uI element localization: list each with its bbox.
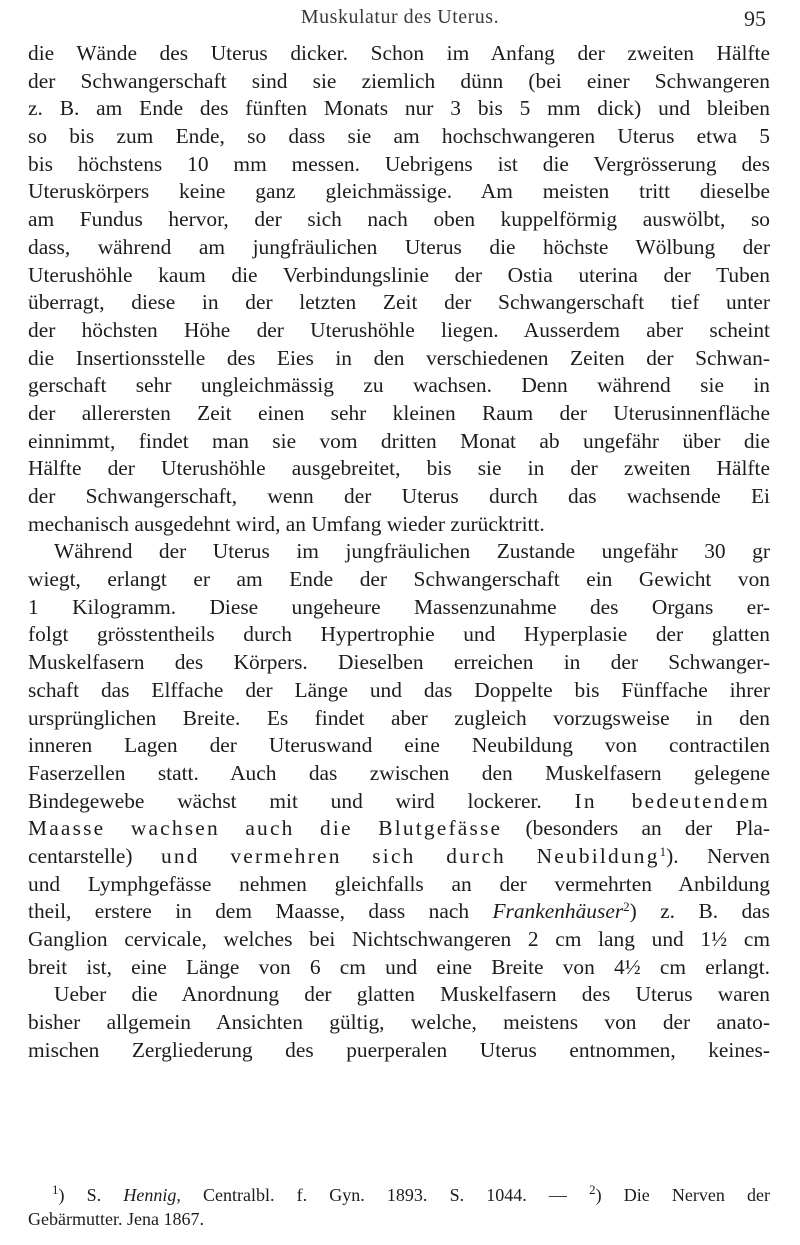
text-line: gerschaft sehr ungleichmässig zu wachsen. Denn während sie in — [28, 373, 770, 398]
text-line: der Schwangerschaft, wenn der Uterus durch das wachsende Ei — [28, 484, 770, 508]
text-line — [28, 788, 770, 816]
text-line: mischen Zergliederung des puerperalen Uterus entnommen, keines- — [28, 1037, 770, 1062]
text-line: so bis zum Ende, so dass sie am hochschwangeren Uterus etwa 5 — [28, 124, 770, 149]
footnote-text: ) Die Nerven der — [595, 1185, 770, 1205]
author-name: Hennig, — [123, 1185, 181, 1205]
text-line: inneren Lagen der Uteruswand eine Neubildung von contractilen — [28, 733, 770, 758]
text-line: die Wände des Uterus dicker. Schon im Anfang der zweiten Hälfte — [28, 41, 770, 65]
text-line: bisher allgemein Ansichten gültig, welche, meistens von der anato- — [28, 1010, 770, 1035]
text-line: und Lymphgefässe nehmen gleichfalls an der vermehrten Anbildung — [28, 871, 770, 896]
text-line: wiegt, erlangt er am Ende der Schwangerschaft ein Gewicht von — [28, 567, 770, 592]
text-line: Uterushöhle kaum die Verbindungslinie der Ostia uterina der Tuben — [28, 262, 770, 287]
text-line: breit ist, eine Länge von 6 cm und eine Breite von 4½ cm erlangt. — [28, 954, 770, 979]
running-title: Muskulatur des Uterus. — [300, 6, 500, 28]
emphasized-text: Maasse wachsen auch die Blutgefässe — [28, 816, 503, 841]
footnote-line: Gebärmutter. Jena 1867. — [28, 1209, 204, 1229]
text-line: die Insertionsstelle des Eies in den verschiedenen Zeiten der Schwan- — [28, 345, 770, 370]
text-line: dass, während am jungfräulichen Uterus die höchste Wölbung der — [28, 234, 770, 259]
text-line: überragt, diese in der letzten Zeit der Schwangerschaft tief unter — [28, 290, 770, 315]
text-line: Faserzellen statt. Auch das zwischen den Muskelfasern gelegene — [28, 760, 770, 785]
footnote-ref[interactable]: 1 — [659, 843, 667, 859]
text-segment: (besonders an der Pla- — [525, 816, 770, 841]
text-segment: Bindegewebe wächst mit und wird lockerer. — [28, 788, 542, 813]
footnote-text: ) S. — [58, 1185, 102, 1205]
text-segment: ) z. B. das — [629, 899, 770, 924]
footnote-mark: 1 — [52, 1183, 59, 1197]
text-line — [28, 843, 770, 871]
text-line: Hälfte der Uterushöhle ausgebreitet, bis sie in der zweiten Hälfte — [28, 456, 770, 481]
text-line: der allerersten Zeit einen sehr kleinen Raum der Uterusinnenfläche — [28, 400, 770, 425]
running-head — [26, 6, 774, 34]
paragraph-2 — [28, 538, 770, 1064]
footnote-ref[interactable]: 2 — [623, 899, 630, 915]
paragraph-1 — [28, 40, 770, 538]
footnote-line — [28, 1183, 770, 1207]
text-line: schaft das Elffache der Länge und das Doppelte bis Fünffache ihrer — [28, 677, 770, 702]
text-line: Ueber die Anordnung der glatten Muskelfasern des Uterus waren — [54, 982, 770, 1007]
author-name: Frankenhäuser — [492, 899, 624, 924]
text-line: Ganglion cervicale, welches bei Nichtschwangeren 2 cm lang und 1½ cm — [28, 927, 770, 951]
text-line: z. B. am Ende des fünften Monats nur 3 bis 5 mm dick) und bleiben — [28, 96, 770, 121]
text-segment: centarstelle) — [28, 843, 133, 868]
text-line: einnimmt, findet man sie vom dritten Monat ab ungefähr über die — [28, 428, 770, 453]
emphasized-text: In bedeutendem — [574, 788, 770, 813]
text-segment: ). Nerven — [666, 843, 770, 868]
emphasized-text: und vermehren sich durch Neubildung — [161, 843, 660, 868]
text-line — [28, 898, 770, 926]
text-line: am Fundus hervor, der sich nach oben kuppelförmig auswölbt, so — [28, 207, 770, 232]
text-segment: theil, erstere in dem Maasse, dass nach — [28, 899, 470, 924]
text-line: mechanisch ausgedehnt wird, an Umfang wieder zurücktritt. — [28, 511, 545, 536]
body-text — [28, 40, 770, 1064]
text-line: Während der Uterus im jungfräulichen Zustande ungefähr 30 gr — [54, 539, 770, 564]
text-line: der Schwangerschaft sind sie ziemlich dünn (bei einer Schwangeren — [28, 68, 770, 93]
text-line: 1 Kilogramm. Diese ungeheure Massenzunahme des Organs er- — [28, 594, 770, 619]
text-line: Muskelfasern des Körpers. Dieselben erreichen in der Schwanger- — [28, 650, 770, 675]
text-line: bis höchstens 10 mm messen. Uebrigens ist die Vergrösserung des — [28, 151, 770, 176]
text-line: ursprünglichen Breite. Es findet aber zugleich vorzugsweise in den — [28, 705, 770, 730]
text-line: der höchsten Höhe der Uterushöhle liegen. Ausserdem aber scheint — [28, 317, 770, 342]
text-line: folgt grösstentheils durch Hypertrophie und Hyperplasie der glatten — [28, 622, 770, 647]
footnote-text: Centralbl. f. Gyn. 1893. S. 1044. — — [202, 1185, 567, 1205]
footnote-mark: 2 — [589, 1183, 596, 1197]
text-line: Uteruskörpers keine ganz gleichmässige. Am meisten tritt dieselbe — [28, 179, 770, 204]
text-line — [28, 815, 770, 843]
page-number: 95 — [744, 6, 766, 31]
footnotes — [28, 1183, 770, 1231]
